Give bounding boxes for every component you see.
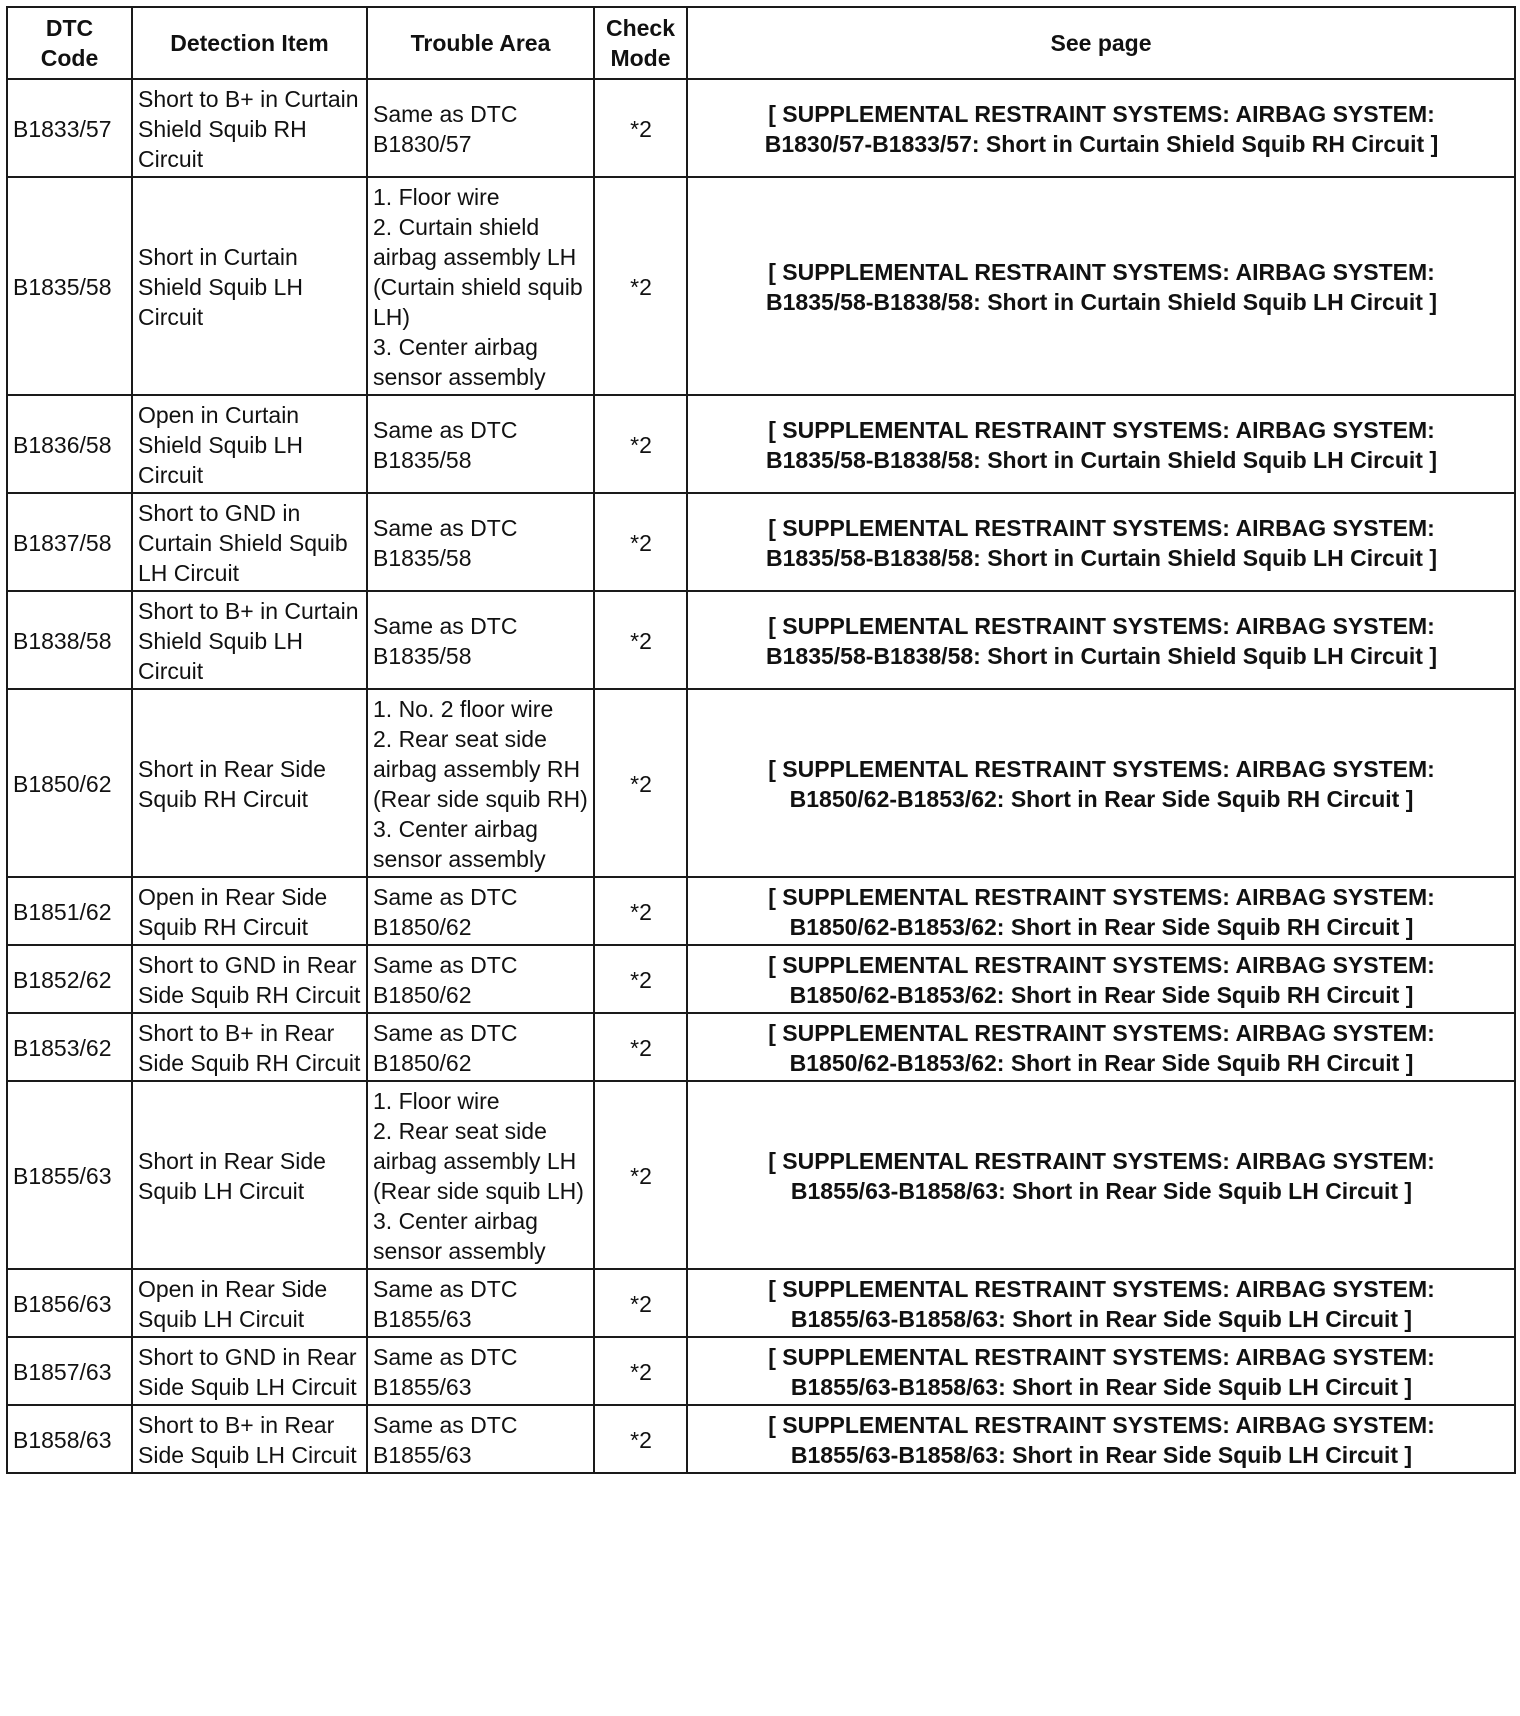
- trouble-area-line: Same as DTC B1855/63: [373, 1276, 518, 1332]
- check-mode-cell: *2: [594, 1337, 687, 1405]
- dtc-code-cell: B1858/63: [7, 1405, 132, 1473]
- check-mode-cell: *2: [594, 493, 687, 591]
- trouble-area-cell: [367, 1337, 594, 1405]
- header-dtc-code-line-1: DTC: [45, 15, 94, 41]
- header-trouble-area: Trouble Area: [367, 7, 594, 79]
- dtc-code-cell: B1851/62: [7, 877, 132, 945]
- trouble-area-line: 2. Rear seat side airbag assembly LH (Rear side squib LH): [373, 1118, 584, 1204]
- detection-item-cell: Short to GND in Rear Side Squib RH Circuit: [132, 945, 367, 1013]
- see-page-cell: [687, 1405, 1515, 1473]
- detection-item-cell: Short in Curtain Shield Squib LH Circuit: [132, 177, 367, 395]
- header-check-mode: [594, 7, 687, 79]
- see-page-cell: [687, 177, 1515, 395]
- see-page-link-text: B1855/63-B1858/63: Short in Rear Side Squib LH Circuit ]: [790, 1374, 1413, 1400]
- see-page-link-text: [ SUPPLEMENTAL RESTRAINT SYSTEMS: AIRBAG SYSTEM:: [768, 1020, 1435, 1046]
- dtc-code-cell: B1856/63: [7, 1269, 132, 1337]
- trouble-area-cell: [367, 877, 594, 945]
- detection-item-cell: Short to GND in Rear Side Squib LH Circuit: [132, 1337, 367, 1405]
- see-page-link-text: [ SUPPLEMENTAL RESTRAINT SYSTEMS: AIRBAG SYSTEM:: [768, 1344, 1435, 1370]
- detection-item-cell: Short to B+ in Curtain Shield Squib LH Circuit: [132, 591, 367, 689]
- see-page-link-text: B1835/58-B1838/58: Short in Curtain Shield Squib LH Circuit ]: [766, 289, 1437, 315]
- dtc-code-cell: B1853/62: [7, 1013, 132, 1081]
- trouble-area-cell: [367, 79, 594, 177]
- trouble-area-line: Same as DTC B1830/57: [373, 101, 518, 157]
- table-row: [7, 1405, 1515, 1473]
- trouble-area-cell: [367, 1081, 594, 1269]
- see-page-link-text: [ SUPPLEMENTAL RESTRAINT SYSTEMS: AIRBAG SYSTEM:: [768, 1412, 1435, 1438]
- see-page-link-text: B1850/62-B1853/62: Short in Rear Side Squib RH Circuit ]: [789, 982, 1414, 1008]
- see-page-cell: [687, 1081, 1515, 1269]
- see-page-link-text: [ SUPPLEMENTAL RESTRAINT SYSTEMS: AIRBAG SYSTEM:: [768, 1148, 1435, 1174]
- trouble-area-line: Same as DTC B1850/62: [373, 952, 518, 1008]
- trouble-area-line: Same as DTC B1850/62: [373, 884, 518, 940]
- header-check-mode-line-1: Check: [605, 15, 676, 41]
- table-row: [7, 1081, 1515, 1269]
- trouble-area-cell: [367, 1013, 594, 1081]
- trouble-area-line: 1. No. 2 floor wire: [373, 696, 554, 722]
- table-row: [7, 177, 1515, 395]
- detection-item-cell: Open in Rear Side Squib RH Circuit: [132, 877, 367, 945]
- see-page-cell: [687, 1269, 1515, 1337]
- trouble-area-line: 2. Rear seat side airbag assembly RH (Rear side squib RH): [373, 726, 588, 812]
- see-page-link-text: B1855/63-B1858/63: Short in Rear Side Squib LH Circuit ]: [790, 1442, 1413, 1468]
- header-check-mode-line-2: Mode: [610, 45, 671, 71]
- trouble-area-line: 1. Floor wire: [373, 1088, 500, 1114]
- detection-item-cell: Short in Rear Side Squib LH Circuit: [132, 1081, 367, 1269]
- see-page-link-text: [ SUPPLEMENTAL RESTRAINT SYSTEMS: AIRBAG SYSTEM:: [768, 259, 1435, 285]
- table-row: [7, 493, 1515, 591]
- table-body: [7, 79, 1515, 1473]
- detection-item-cell: Open in Rear Side Squib LH Circuit: [132, 1269, 367, 1337]
- header-dtc-code: [7, 7, 132, 79]
- see-page-link-text: [ SUPPLEMENTAL RESTRAINT SYSTEMS: AIRBAG SYSTEM:: [768, 515, 1435, 541]
- trouble-area-line: Same as DTC B1850/62: [373, 1020, 518, 1076]
- check-mode-cell: *2: [594, 945, 687, 1013]
- see-page-link-text: B1835/58-B1838/58: Short in Curtain Shield Squib LH Circuit ]: [766, 643, 1437, 669]
- see-page-link-text: [ SUPPLEMENTAL RESTRAINT SYSTEMS: AIRBAG SYSTEM:: [768, 756, 1435, 782]
- dtc-code-cell: B1833/57: [7, 79, 132, 177]
- check-mode-cell: *2: [594, 177, 687, 395]
- see-page-cell: [687, 689, 1515, 877]
- see-page-cell: [687, 79, 1515, 177]
- see-page-link-text: B1850/62-B1853/62: Short in Rear Side Squib RH Circuit ]: [789, 786, 1414, 812]
- check-mode-cell: *2: [594, 689, 687, 877]
- trouble-area-line: 2. Curtain shield airbag assembly LH (Curtain shield squib LH): [373, 214, 583, 330]
- see-page-link-text: B1850/62-B1853/62: Short in Rear Side Squib RH Circuit ]: [789, 914, 1414, 940]
- detection-item-cell: Short to B+ in Curtain Shield Squib RH Circuit: [132, 79, 367, 177]
- dtc-code-cell: B1838/58: [7, 591, 132, 689]
- see-page-link-text: [ SUPPLEMENTAL RESTRAINT SYSTEMS: AIRBAG SYSTEM:: [768, 613, 1435, 639]
- header-dtc-code-line-2: Code: [40, 45, 99, 71]
- trouble-area-line: Same as DTC B1835/58: [373, 515, 518, 571]
- dtc-table: [6, 6, 1516, 1474]
- see-page-link-text: B1835/58-B1838/58: Short in Curtain Shield Squib LH Circuit ]: [766, 447, 1437, 473]
- dtc-code-cell: B1837/58: [7, 493, 132, 591]
- dtc-code-cell: B1850/62: [7, 689, 132, 877]
- dtc-code-cell: B1857/63: [7, 1337, 132, 1405]
- see-page-cell: [687, 493, 1515, 591]
- table-row: [7, 79, 1515, 177]
- check-mode-cell: *2: [594, 591, 687, 689]
- dtc-code-cell: B1852/62: [7, 945, 132, 1013]
- see-page-cell: [687, 877, 1515, 945]
- table-row: [7, 1337, 1515, 1405]
- trouble-area-line: 1. Floor wire: [373, 184, 500, 210]
- see-page-cell: [687, 1337, 1515, 1405]
- trouble-area-line: Same as DTC B1835/58: [373, 613, 518, 669]
- table-row: [7, 945, 1515, 1013]
- trouble-area-cell: [367, 395, 594, 493]
- check-mode-cell: *2: [594, 1405, 687, 1473]
- trouble-area-line: Same as DTC B1855/63: [373, 1412, 518, 1468]
- see-page-link-text: [ SUPPLEMENTAL RESTRAINT SYSTEMS: AIRBAG SYSTEM:: [768, 1276, 1435, 1302]
- check-mode-cell: *2: [594, 1269, 687, 1337]
- check-mode-cell: *2: [594, 395, 687, 493]
- table-row: [7, 395, 1515, 493]
- trouble-area-cell: [367, 493, 594, 591]
- table-row: [7, 591, 1515, 689]
- trouble-area-line: 3. Center airbag sensor assembly: [373, 1208, 546, 1264]
- see-page-cell: [687, 945, 1515, 1013]
- see-page-link-text: B1835/58-B1838/58: Short in Curtain Shield Squib LH Circuit ]: [766, 545, 1437, 571]
- check-mode-cell: *2: [594, 1081, 687, 1269]
- detection-item-cell: Open in Curtain Shield Squib LH Circuit: [132, 395, 367, 493]
- detection-item-cell: Short to B+ in Rear Side Squib RH Circuit: [132, 1013, 367, 1081]
- detection-item-cell: Short to B+ in Rear Side Squib LH Circuit: [132, 1405, 367, 1473]
- trouble-area-cell: [367, 945, 594, 1013]
- see-page-link-text: B1850/62-B1853/62: Short in Rear Side Squib RH Circuit ]: [789, 1050, 1414, 1076]
- trouble-area-cell: [367, 591, 594, 689]
- see-page-link-text: [ SUPPLEMENTAL RESTRAINT SYSTEMS: AIRBAG SYSTEM:: [768, 952, 1435, 978]
- see-page-cell: [687, 1013, 1515, 1081]
- table-row: [7, 877, 1515, 945]
- trouble-area-line: 3. Center airbag sensor assembly: [373, 334, 546, 390]
- see-page-link-text: [ SUPPLEMENTAL RESTRAINT SYSTEMS: AIRBAG SYSTEM:: [768, 417, 1435, 443]
- dtc-code-cell: B1836/58: [7, 395, 132, 493]
- see-page-cell: [687, 591, 1515, 689]
- trouble-area-cell: [367, 689, 594, 877]
- header-detection-item: Detection Item: [132, 7, 367, 79]
- dtc-code-cell: B1855/63: [7, 1081, 132, 1269]
- detection-item-cell: Short in Rear Side Squib RH Circuit: [132, 689, 367, 877]
- trouble-area-line: 3. Center airbag sensor assembly: [373, 816, 546, 872]
- table-row: [7, 1269, 1515, 1337]
- detection-item-cell: Short to GND in Curtain Shield Squib LH Circuit: [132, 493, 367, 591]
- table-row: [7, 1013, 1515, 1081]
- see-page-link-text: [ SUPPLEMENTAL RESTRAINT SYSTEMS: AIRBAG SYSTEM:: [768, 101, 1435, 127]
- see-page-link-text: B1855/63-B1858/63: Short in Rear Side Squib LH Circuit ]: [790, 1178, 1413, 1204]
- trouble-area-cell: [367, 1269, 594, 1337]
- check-mode-cell: *2: [594, 877, 687, 945]
- trouble-area-cell: [367, 177, 594, 395]
- see-page-cell: [687, 395, 1515, 493]
- see-page-link-text: B1830/57-B1833/57: Short in Curtain Shield Squib RH Circuit ]: [764, 131, 1439, 157]
- trouble-area-line: Same as DTC B1835/58: [373, 417, 518, 473]
- trouble-area-cell: [367, 1405, 594, 1473]
- check-mode-cell: *2: [594, 79, 687, 177]
- header-row: [7, 7, 1515, 79]
- trouble-area-line: Same as DTC B1855/63: [373, 1344, 518, 1400]
- header-see-page: See page: [687, 7, 1515, 79]
- table-row: [7, 689, 1515, 877]
- see-page-link-text: [ SUPPLEMENTAL RESTRAINT SYSTEMS: AIRBAG SYSTEM:: [768, 884, 1435, 910]
- see-page-link-text: B1855/63-B1858/63: Short in Rear Side Squib LH Circuit ]: [790, 1306, 1413, 1332]
- check-mode-cell: *2: [594, 1013, 687, 1081]
- dtc-code-cell: B1835/58: [7, 177, 132, 395]
